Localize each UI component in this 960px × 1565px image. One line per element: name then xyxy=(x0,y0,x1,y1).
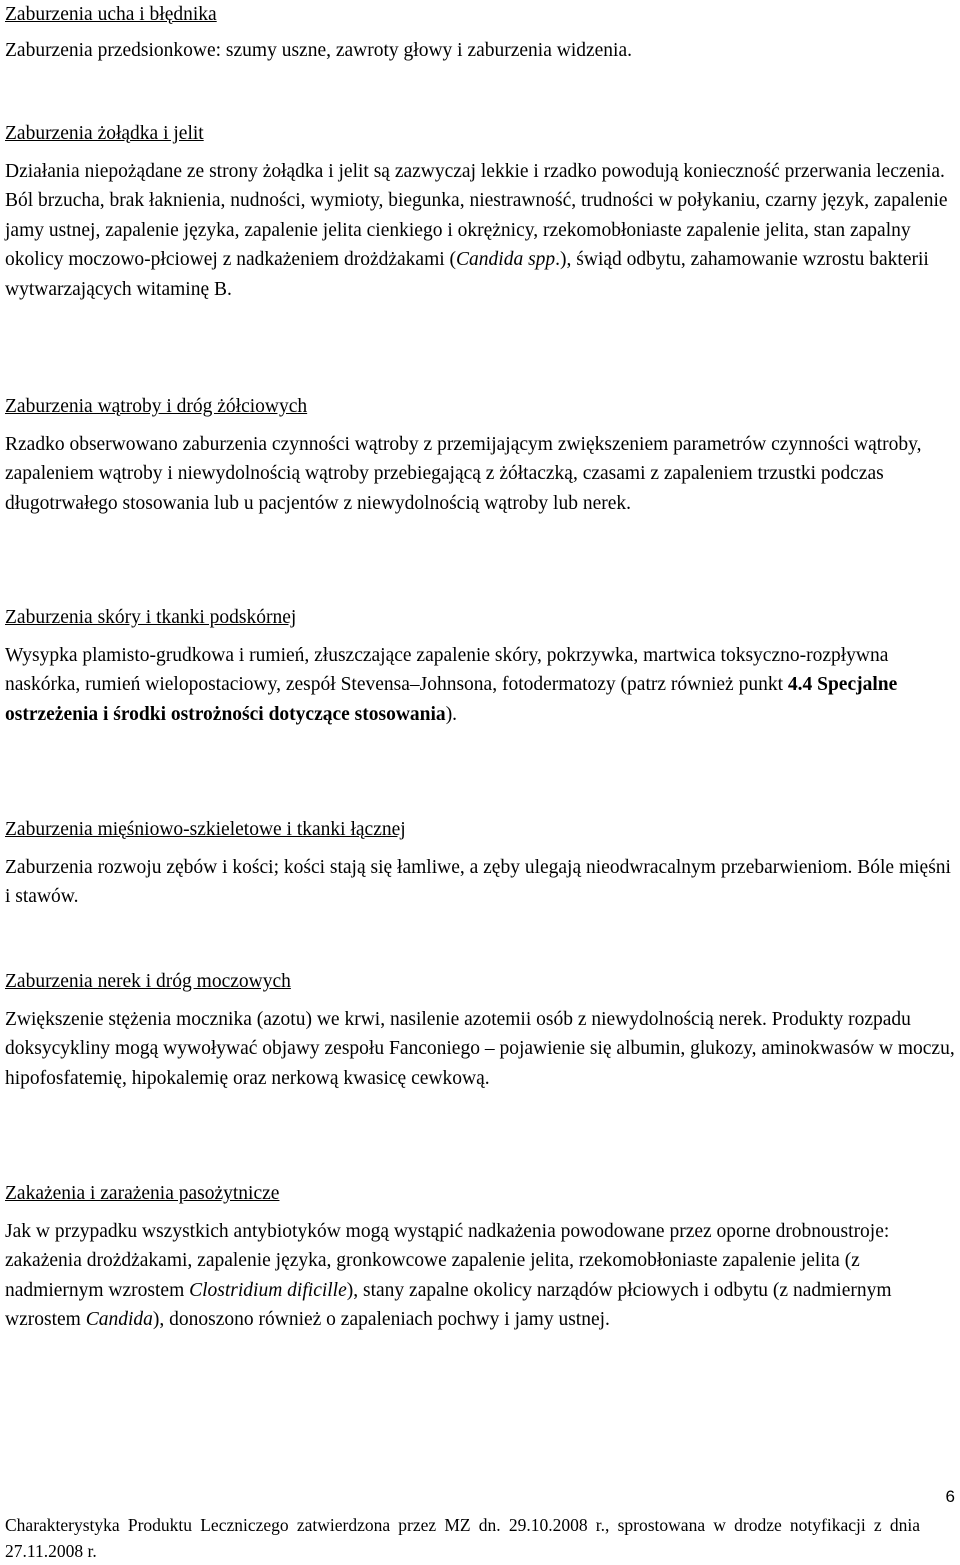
section-body xyxy=(5,157,955,305)
body-italic-text: Candida xyxy=(85,1309,153,1330)
section-body xyxy=(5,36,955,66)
body-text: Zwiększenie stężenia mocznika (azotu) we krwi, nasilenie azotemii osób z niewydolnością nerek. Produkty rozpadu doksycykliny mogą wywoływać objawy zespołu Fanconiego – pojawienie się albumin, glukozy, aminokwasów w moczu, hipofosfatemię, hipokalemię oraz nerkową kwasicę cewkową. xyxy=(5,1008,955,1089)
section-ear xyxy=(5,0,955,65)
body-text: ), stany zapalne okolicy narządów płciowych i odbytu (z nadmiernym wzrostem xyxy=(5,1279,892,1330)
body-text: ), donoszono również o zapaleniach pochwy i jamy ustnej. xyxy=(152,1309,610,1330)
section-heading: Zakażenia i zarażenia pasożytnicze xyxy=(5,1183,280,1204)
body-text: Działania niepożądane ze strony żołądka i jelit są zazwyczaj lekkie i rzadko powodują konieczność przerwania leczenia. Ból brzucha, brak łaknienia, nudności, wymioty, biegunka, niestrawność, trudności w połykaniu, czarny język, zapalenie jamy ustnej, zapalenie języka, zapalenie jelita cienkiego i okrężnicy, rzekomobłoniaste zapalenie jelita, stan zapalny okolicy moczowo-płciowej z nadkażeniem drożdżakami ( xyxy=(5,160,948,270)
section-skin xyxy=(5,603,955,729)
section-kidney xyxy=(5,967,955,1093)
body-text: Zaburzenia przedsionkowe: szumy uszne, zawroty głowy i zaburzenia widzenia. xyxy=(5,39,633,61)
section-body xyxy=(5,1005,955,1094)
section-heading: Zaburzenia skóry i tkanki podskórnej xyxy=(5,607,297,628)
page-number: 6 xyxy=(945,1487,955,1506)
body-text: ). xyxy=(445,703,458,725)
section-gastro xyxy=(5,119,955,304)
section-liver xyxy=(5,392,955,518)
section-infections xyxy=(5,1179,955,1335)
section-heading: Zaburzenia wątroby i dróg żółciowych xyxy=(5,396,308,417)
body-text: Jak w przypadku wszystkich antybiotyków mogą wystąpić nadkażenia powodowane przez oporne drobnoustroje: zakażenia drożdżakami, zapalenie języka, gronkowcowe zapalenie jelita, rzekomobłoniaste zapalenie jelita (z nadmiernym wzrostem xyxy=(5,1220,890,1301)
section-body xyxy=(5,641,955,730)
section-body xyxy=(5,430,955,519)
section-heading: Zaburzenia żołądka i jelit xyxy=(5,123,204,144)
body-text: Zaburzenia rozwoju zębów i kości; kości stają się łamliwe, a zęby ulegają nieodwracalnym przebarwieniom. Bóle mięśni i stawów. xyxy=(5,856,951,907)
page-footer: Charakterystyka Produktu Leczniczego zatwierdzona przez MZ dn. 29.10.2008 r., sprostowana w drodze notyfikacji z dnia 27.11.2008 r. xyxy=(5,1515,920,1561)
body-text: .), świąd odbytu, zahamowanie wzrostu bakterii wytwarzających witaminę B. xyxy=(5,249,929,300)
section-heading: Zaburzenia nerek i dróg moczowych xyxy=(5,971,291,992)
section-body xyxy=(5,1217,955,1335)
body-bold-text: 4.4 Specjalne ostrzeżenia i środki ostrożności dotyczące stosowania xyxy=(5,674,898,725)
section-musculoskeletal xyxy=(5,815,955,912)
body-italic-text: Candida spp xyxy=(456,249,556,270)
section-heading: Zaburzenia mięśniowo-szkieletowe i tkanki łącznej xyxy=(5,819,406,840)
body-italic-text: Clostridium dificille xyxy=(189,1279,347,1301)
section-body xyxy=(5,853,955,912)
body-text: Wysypka plamisto-grudkowa i rumień, złuszczające zapalenie skóry, pokrzywka, martwica toksyczno-rozpływna naskórka, rumień wielopostaciowy, zespół Stevensa–Johnsona, fotodermatozy (patrz również punkt xyxy=(5,644,889,695)
body-text: Rzadko obserwowano zaburzenia czynności wątroby z przemijającym zwiększeniem parametrów czynności wątroby, zapaleniem wątroby i niewydolnością wątroby przebiegającą z żółtaczką, czasami z zapaleniem trzustki podczas długotrwałego stosowania lub u pacjentów z niewydolnością wątroby lub nerek. xyxy=(5,433,922,514)
section-heading: Zaburzenia ucha i błędnika xyxy=(5,4,217,25)
